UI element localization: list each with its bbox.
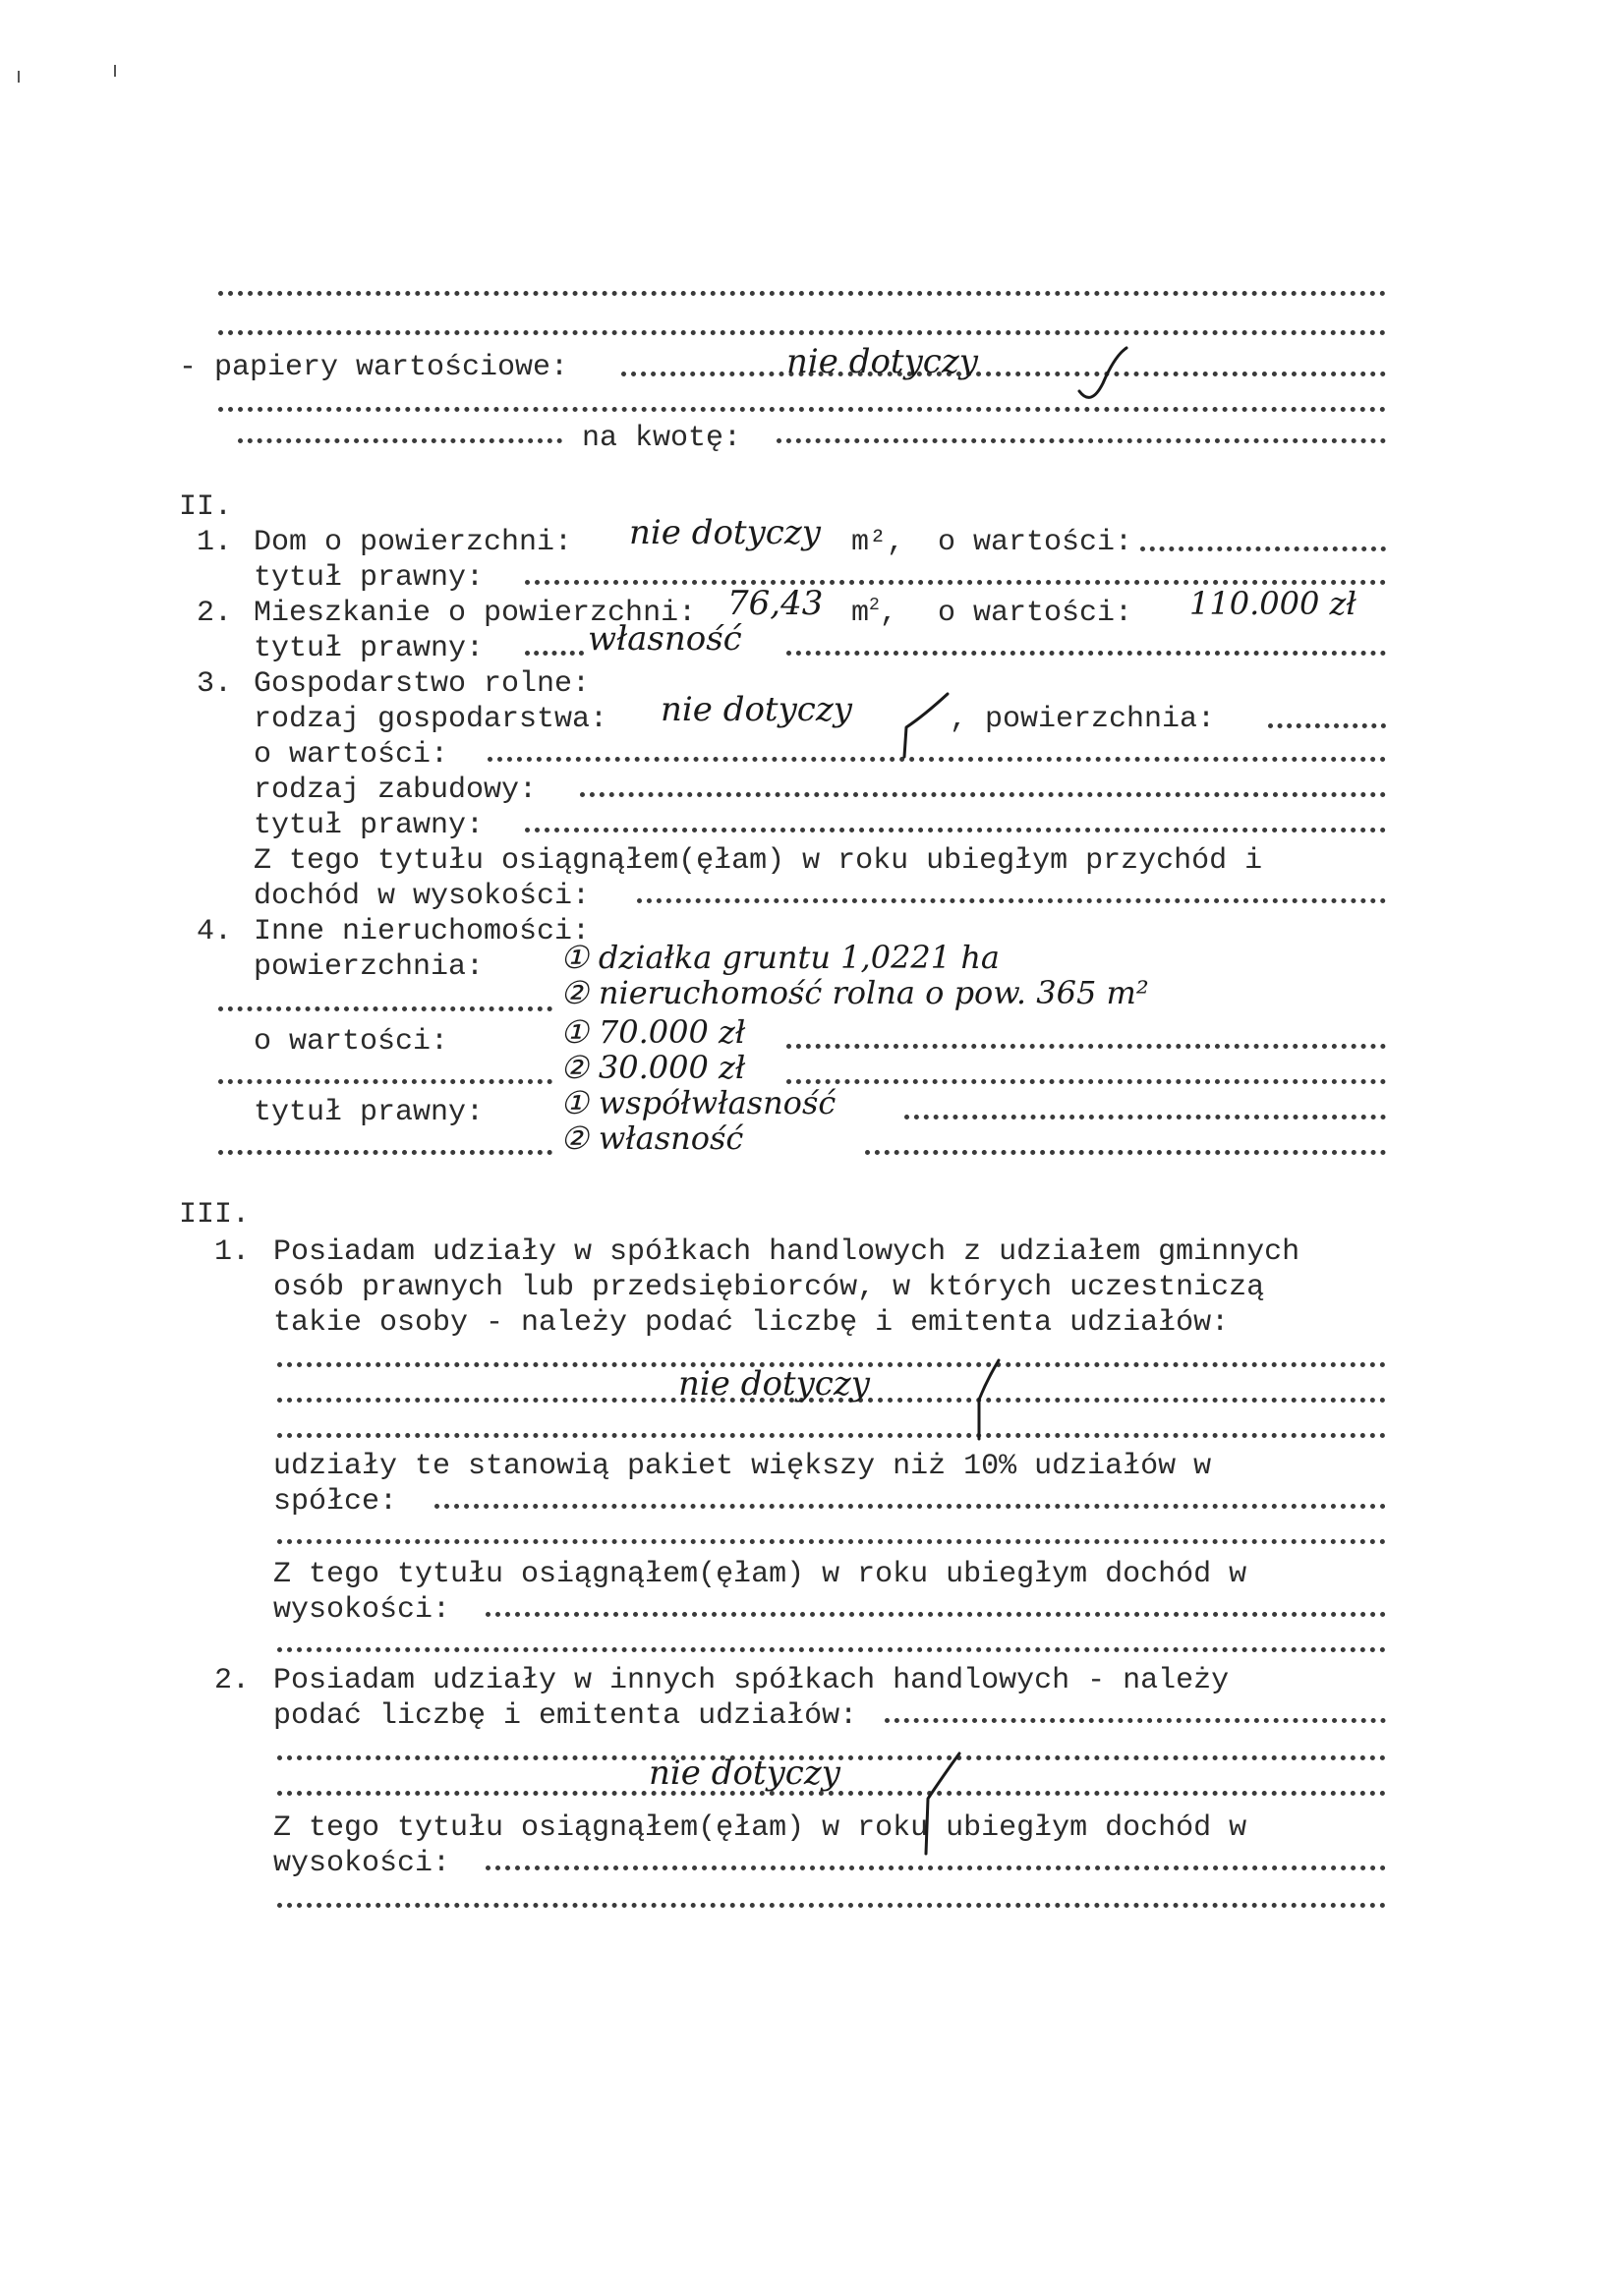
shares-packet-line-1: udziały te stanowią pakiet większy niż 10% udziałów w <box>273 1450 1212 1483</box>
unit-comma: , <box>879 597 897 630</box>
other-area-label: powierzchnia: <box>254 950 485 984</box>
scan-speck <box>18 71 20 83</box>
shares-line-3: takie osoby - należy podać liczbę i emitenta udziałów: <box>273 1306 1230 1340</box>
farm-type-label: rodzaj gospodarstwa: <box>254 703 608 736</box>
flat-number: 2. <box>197 597 233 630</box>
other-title-handwriting-2: ② własność <box>560 1119 744 1157</box>
other-area-handwriting-2: ② nieruchomość rolna o pow. 365 m² <box>560 974 1149 1011</box>
dotted-line <box>777 438 1386 443</box>
other-shares-income-line-1: Z tego tytułu osiągnąłem(ęłam) w roku ubiegłym dochód w <box>273 1811 1247 1845</box>
securities-handwriting <box>786 342 978 381</box>
farm-buildings-label: rodzaj zabudowy: <box>254 774 538 807</box>
shares-handwriting <box>678 1364 870 1404</box>
shares-income-line-2: wysokości: <box>273 1593 451 1627</box>
dotted-line <box>277 1539 1386 1544</box>
dotted-line <box>904 1115 1386 1119</box>
other-value-handwriting-1: ① 70.000 zł <box>560 1013 746 1051</box>
flat-title-handwriting: własność <box>588 619 742 659</box>
flat-unit <box>851 596 897 631</box>
shares-packet-line-2: spółce: <box>273 1485 398 1519</box>
dotted-line <box>238 438 562 443</box>
dotted-line <box>218 407 1386 412</box>
farm-area-label: , powierzchnia: <box>950 703 1216 736</box>
dotted-line <box>786 651 1386 656</box>
handwritten-none: nie dotyczy <box>661 690 852 729</box>
dotted-line <box>218 1006 552 1011</box>
handwritten-none: nie dotyczy <box>629 513 821 552</box>
other-shares-line-1: Posiadam udziały w innych spółkach handlowych - należy <box>273 1664 1230 1697</box>
farm-label: Gospodarstwo rolne: <box>254 667 591 701</box>
other-shares-income-line-2: wysokości: <box>273 1847 451 1880</box>
handwritten-none: nie dotyczy <box>649 1753 840 1793</box>
dotted-line <box>486 1612 1386 1617</box>
handwritten-none: nie dotyczy <box>678 1364 870 1404</box>
other-area-handwriting-1: ① działka gruntu 1,0221 ha <box>560 939 1000 976</box>
other-title-label: tytuł prawny: <box>254 1096 485 1129</box>
pen-stroke <box>885 688 953 767</box>
other-shares-line-2: podać liczbę i emitenta udziałów: <box>273 1699 858 1733</box>
dotted-line <box>277 1903 1386 1908</box>
scan-speck <box>114 65 116 77</box>
shares-number: 1. <box>214 1235 251 1269</box>
flat-value-label: o wartości: <box>938 597 1133 630</box>
dotted-line <box>434 1504 1386 1509</box>
unit-superscript: 2 <box>869 596 880 615</box>
flat-value-handwriting: 110.000 zł <box>1189 585 1356 622</box>
farm-type-handwriting <box>661 690 852 729</box>
dotted-line <box>218 1150 552 1155</box>
other-label: Inne nieruchomości: <box>254 915 591 948</box>
pen-stroke <box>904 1750 963 1858</box>
dotted-line <box>218 291 1386 296</box>
flat-title-label: tytuł prawny: <box>254 632 485 665</box>
farm-number: 3. <box>197 667 233 701</box>
dotted-line <box>786 1044 1386 1049</box>
dotted-line <box>580 792 1386 797</box>
handwritten-none: nie dotyczy <box>786 342 978 381</box>
dotted-line <box>277 1791 1386 1796</box>
house-area-label: Dom o powierzchni: <box>254 526 573 559</box>
farm-value-label: o wartości: <box>254 738 449 772</box>
other-shares-number: 2. <box>214 1664 251 1697</box>
dotted-line <box>865 1150 1386 1155</box>
house-unit: m², <box>851 526 905 559</box>
house-title-label: tytuł prawny: <box>254 561 485 595</box>
other-number: 4. <box>197 915 233 948</box>
house-number: 1. <box>197 526 233 559</box>
dotted-line <box>1140 546 1386 551</box>
dotted-line <box>486 1866 1386 1870</box>
shares-line-2: osób prawnych lub przedsiębiorców, w których uczestniczą <box>273 1271 1265 1304</box>
amount-label: na kwotę: <box>582 422 742 455</box>
dotted-line <box>786 1079 1386 1084</box>
dotted-line <box>277 1433 1386 1438</box>
farm-income-line-2: dochód w wysokości: <box>254 880 591 913</box>
other-shares-handwriting <box>649 1753 840 1793</box>
other-value-handwriting-2: ② 30.000 zł <box>560 1049 746 1086</box>
section-iii-heading: III. <box>179 1198 251 1232</box>
shares-line-1: Posiadam udziały w spółkach handlowych z udziałem gminnych <box>273 1235 1300 1269</box>
farm-title-label: tytuł prawny: <box>254 809 485 842</box>
dotted-line <box>218 330 1386 335</box>
securities-label: - papiery wartościowe: <box>179 351 569 384</box>
farm-income-line-1: Z tego tytułu osiągnąłem(ęłam) w roku ubiegłym przychód i <box>254 844 1263 878</box>
dotted-line <box>885 1718 1386 1723</box>
house-value-label: o wartości: <box>938 526 1133 559</box>
flat-area-label: Mieszkanie o powierzchni: <box>254 597 697 630</box>
house-area-handwriting <box>629 513 821 552</box>
pen-stroke <box>944 1356 1003 1445</box>
dotted-line <box>525 651 584 656</box>
dotted-line <box>218 1079 552 1084</box>
section-ii-heading: II. <box>179 490 233 524</box>
shares-income-line-1: Z tego tytułu osiągnąłem(ęłam) w roku ubiegłym dochód w <box>273 1558 1247 1591</box>
flat-area-handwriting: 76,43 <box>727 584 824 623</box>
other-value-label: o wartości: <box>254 1025 449 1059</box>
dotted-line <box>525 828 1386 832</box>
dotted-line <box>277 1647 1386 1652</box>
dotted-line <box>637 898 1386 903</box>
other-title-handwriting-1: ① współwłasność <box>560 1084 837 1121</box>
pen-stroke <box>1071 344 1130 413</box>
dotted-line <box>1268 723 1386 728</box>
dotted-line <box>621 372 1386 376</box>
unit-m: m <box>851 597 870 630</box>
